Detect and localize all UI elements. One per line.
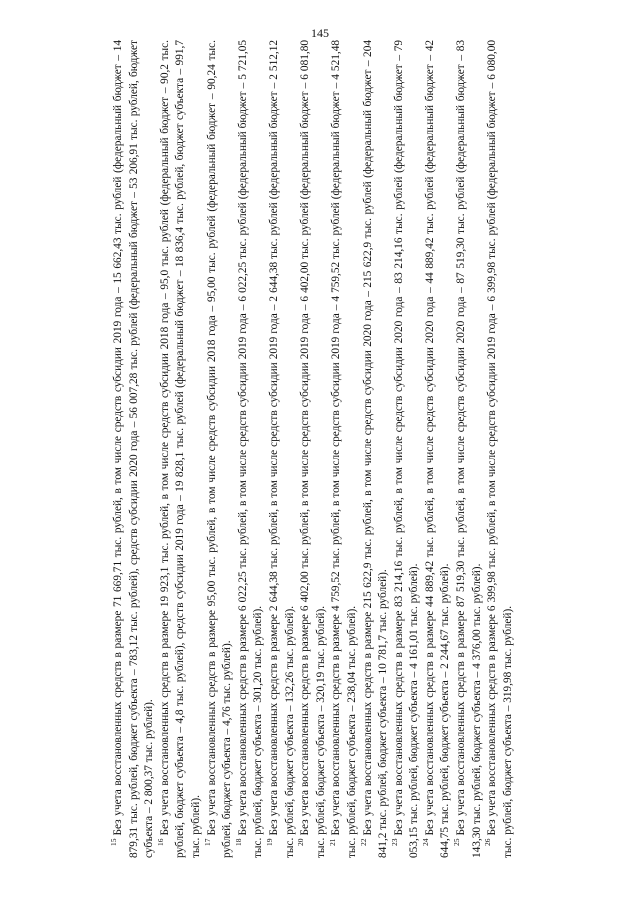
footnote <box>485 40 516 858</box>
footnote <box>202 40 236 858</box>
footnote-number: 18 <box>233 838 243 846</box>
footnote-number: 23 <box>389 838 399 846</box>
footnote <box>454 40 485 858</box>
footnote-number: 15 <box>109 838 119 846</box>
footnote <box>233 40 267 858</box>
footnote-text: Без учета восстановленных средств в размере 87 519,30 тыс. рублей, в том числе средств субсидии 2020 года – 87 519,30 тыс. рублей (федеральный бюджет – 83 143,30 тыс. рублей, бюджет субъекта – 4 376,00 тыс. рублей). <box>455 40 483 858</box>
footnote-text: Без учета восстановленных средств в размере 44 889,42 тыс. рублей, в том числе средств субсидии 2020 года – 44 889,42 тыс. рублей (федеральный бюджет – 42 644,75 тыс. рублей, бюджет субъекта – 2 244,67 тыс. рублей). <box>423 40 452 858</box>
footnote <box>358 40 392 858</box>
footnote-number: 25 <box>452 838 462 846</box>
footnote-text: Без учета восстановленных средств в размере 2 644,38 тыс. рублей, в том числе средств субсидии 2019 года – 2 644,38 тыс. рублей (федеральный бюджет – 2 512,12 тыс. рублей, бюджет субъекта – 132,26 тыс. рублей). <box>267 40 296 858</box>
footnote-number: 19 <box>265 838 275 846</box>
footnote-number: 26 <box>483 838 493 846</box>
footnote-number: 24 <box>421 838 431 846</box>
footnote-number: 20 <box>296 838 306 846</box>
footnote-number: 17 <box>202 838 212 846</box>
footnote-text: Без учета восстановленных средств в размере 6 402,00 тыс. рублей, в том числе средств субсидии 2019 года – 6 402,00 тыс. рублей (федеральный бюджет – 6 081,80 тыс. рублей, бюджет субъекта – 320,19 тыс. рублей). <box>299 40 327 858</box>
footnote-number: 16 <box>156 838 166 846</box>
footnote-number: 21 <box>327 838 337 846</box>
footnote <box>389 40 423 858</box>
footnote-text: Без учета восстановленных средств в размере 215 622,9 тыс. рублей, в том числе средств субсидии 2020 года – 215 622,9 тыс. рублей (федеральный бюджет – 204 841,2 тыс. рублей, бюджет субъекта – 10 781,7 тыс. рублей). <box>361 40 390 858</box>
footnote <box>158 40 205 858</box>
rotated-page-content <box>111 40 583 858</box>
footnote <box>423 40 454 858</box>
page-number: 145 <box>311 26 329 40</box>
footnotes-block <box>111 40 516 858</box>
footnote <box>329 40 360 858</box>
footnote-text: Без учета восстановленных средств в размере 19 923,1 тыс. рублей, в том числе средств субсидии 2018 года – 95,0 тыс. рублей (федеральный бюджет – 90,2 тыс. рублей, бюджет субъекта – 4,8 тыс. рублей), средств субсидии 2019 года – 19 828,1 тыс. рублей (федеральный бюджет – 18 836,4 тыс. рублей, бюджет субъекта – 991,7 тыс. рублей). <box>158 40 202 858</box>
footnote-text: Без учета восстановленных средств в размере 83 214,16 тыс. рублей, в том числе средств субсидии 2020 года – 83 214,16 тыс. рублей (федеральный бюджет – 79 053,15 тыс. рублей, бюджет субъекта – 4 161,01 тыс. рублей). <box>392 40 421 858</box>
footnote-text: Без учета восстановленных средств в размере 4 759,52 тыс. рублей, в том числе средств субсидии 2019 года – 4 759,52 тыс. рублей (федеральный бюджет – 4 521,48 тыс. рублей, бюджет субъекта – 238,04 тыс. рублей). <box>330 40 358 858</box>
footnote <box>267 40 298 858</box>
footnote-text: Без учета восстановленных средств в размере 6 399,98 тыс. рублей, в том числе средств субсидии 2019 года – 6 399,98 тыс. рублей (федеральный бюджет – 6 080,00 тыс. рублей, бюджет субъекта – 319,98 тыс. рублей). <box>486 40 514 858</box>
footnote-number: 22 <box>358 838 368 846</box>
footnote-text: Без учета восстановленных средств в размере 71 669,71 тыс. рублей, в том числе средств субсидии 2019 года – 15 662,43 тыс. рублей (федеральный бюджет – 14 879,31 тыс. рублей, бюджет субъекта – 783,12 тыс. рублей), средств субсидии 2020 года – 56 007,28 тыс. рублей (федеральный бюджет – 53 206,91 тыс. рублей, бюджет субъекта – 2 800,37 тыс. рублей). <box>112 40 156 858</box>
footnote-text: Без учета восстановленных средств в размере 6 022,25 тыс. рублей, в том числе средств субсидии 2019 года – 6 022,25 тыс. рублей (федеральный бюджет – 5 721,05 тыс. рублей, бюджет субъекта – 301,20 тыс. рублей). <box>236 40 265 858</box>
footnote-text: Без учета восстановленных средств в размере 95,00 тыс. рублей, в том числе средств субсидии 2018 года – 95,00 тыс. рублей (федеральный бюджет – 90,24 тыс. рублей, бюджет субъекта – 4,76 тыс. рублей). <box>205 40 234 858</box>
footnote <box>298 40 329 858</box>
footnote <box>111 40 158 858</box>
